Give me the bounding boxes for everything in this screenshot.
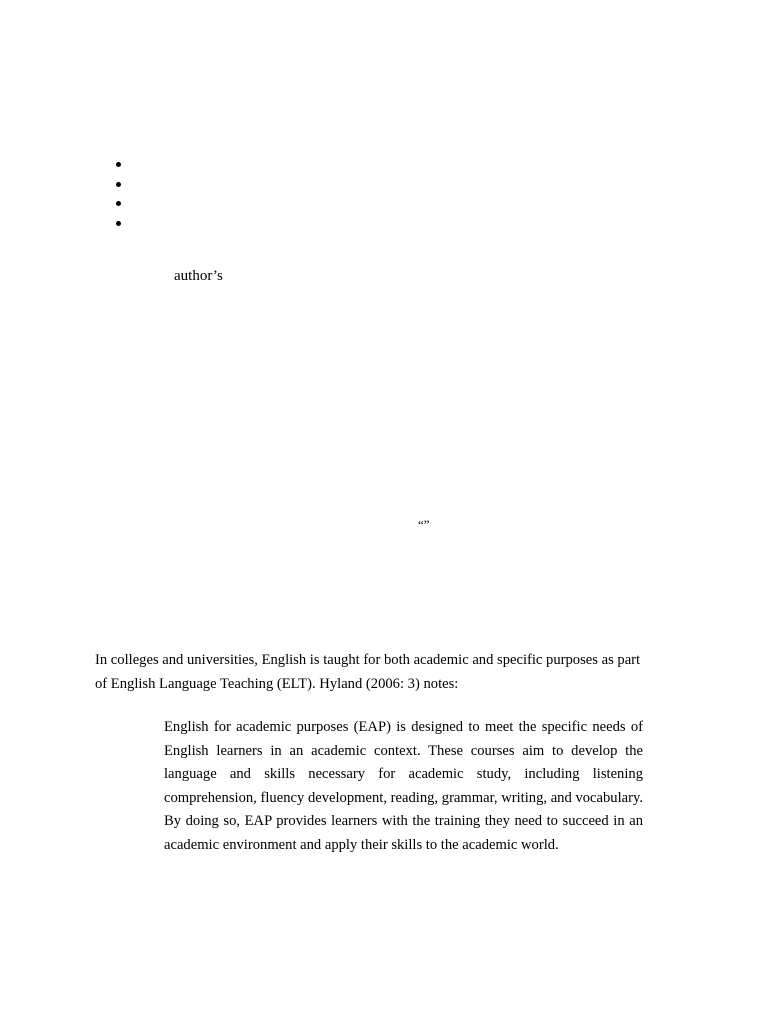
block-quote bbox=[164, 716, 643, 858]
author-fragment: author’s bbox=[174, 268, 223, 284]
block-quote-line: English for academic purposes (EAP) is designed to meet the specific needs of bbox=[164, 719, 643, 735]
intro-line: of English Language Teaching (ELT). Hyland (2006: 3) notes: bbox=[95, 675, 459, 692]
bullet-dot-icon bbox=[116, 201, 121, 206]
intro-line: In colleges and universities, English is taught for both academic and specific purposes as part bbox=[95, 652, 641, 668]
bullet-dot-icon bbox=[116, 162, 121, 167]
block-quote-line: academic environment and apply their skills to the academic world. bbox=[164, 836, 559, 853]
block-quote-line: comprehension, fluency development, reading, grammar, writing, and vocabulary. bbox=[164, 789, 643, 806]
quote-marks-fragment: “” bbox=[418, 517, 430, 532]
bullet-dot-icon bbox=[116, 221, 121, 226]
block-quote-line: English learners in an academic context. These courses aim to develop the bbox=[164, 742, 643, 759]
block-quote-line: language and skills necessary for academic study, including listening bbox=[164, 766, 643, 783]
bullet-dot-icon bbox=[116, 182, 121, 187]
block-quote-line: By doing so, EAP provides learners with the training they need to succeed in an bbox=[164, 813, 643, 830]
intro-paragraph bbox=[95, 649, 655, 696]
